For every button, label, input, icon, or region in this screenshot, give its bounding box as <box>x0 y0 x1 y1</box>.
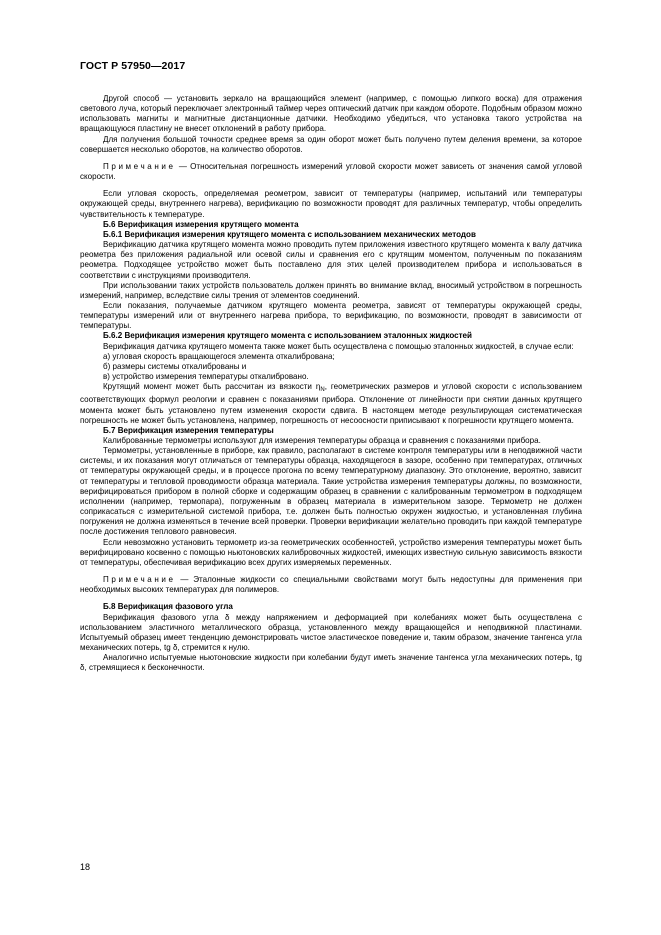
note-2 <box>80 575 582 595</box>
standard-header: ГОСТ Р 57950—2017 <box>80 60 186 72</box>
note-label: Примечание <box>103 161 176 171</box>
paragraph: Другой способ — установить зеркало на вращающийся элемент (например, с помощью липкого воска) для отражения светового луча, который переключает электронный таймер через оптический датчик при каждом обороте. Подобным образом можно использовать магниты и магнитные дистанционные датчики. Необходимо убедиться, что установка такого устройства на вращающуюся пластину не внесет отклонений в работу прибора. <box>80 94 582 134</box>
section-heading-b62: Б.6.2 Верификация измерения крутящего момента с использованием эталонных жидкостей <box>103 331 472 341</box>
section-heading-b6: Б.6 Верификация измерения крутящего момента <box>103 219 299 229</box>
section-heading-b7: Б.7 Верификация измерения температуры <box>103 425 274 435</box>
paragraph: Калиброванные термометры используют для измерения температуры образца и сравнения с показаниями прибора. <box>103 436 541 445</box>
delta-symbol: δ <box>224 612 230 622</box>
section-heading-b61: Б.6.1 Верификация измерения крутящего момента с использованием механических методов <box>103 229 476 239</box>
note-text: — Эталонные жидкости со специальными свойствами могут быть недоступны для применения при необходимых высоких температурах для полимеров. <box>80 575 582 595</box>
note-label: Примечание <box>103 575 176 585</box>
paragraph-phase-angle: Верификация фазового угла δ между напряжением и деформацией при колебаниях может быть осуществлена с использованием эластичного металлического образца, установленного между вращающейся и неподвижной пластинами. Испытуемый образец имеет тенденцию демонстрировать чистое эластическое поведение и, таким образом, значение тангенса угла механических потерь, tg δ, стремится к нулю. <box>80 612 582 652</box>
list-item: в) устройство измерения температуры откалибровано. <box>103 372 309 382</box>
delta-symbol: δ <box>172 642 178 652</box>
paragraph: Если показания, получаемые датчиком крутящего момента реометра, зависят от температуры окружающей среды, температуры измерений или от внутреннего нагрева прибора, то верификацию, по возможности, проводят в зависимости от температуры. <box>80 300 582 331</box>
document-body <box>80 94 582 673</box>
paragraph: Если угловая скорость, определяемая реометром, зависит от температуры (например, испытаний или температуры окружающей среды, внутреннего нагрева), верификацию по возможности проводят для различных температур, чтобы определить чувствительность к температуре. <box>80 189 582 219</box>
delta-symbol: δ <box>80 663 85 673</box>
paragraph-newtonian: Аналогично испытуемые ньютоновские жидкости при колебании будут иметь значение тангенса угла механических потерь, tg δ, стремящиеся к бесконечности. <box>80 653 582 673</box>
list-item: б) размеры системы откалиброваны и <box>103 361 247 371</box>
list-item: а) угловая скорость вращающегося элемента откалиброванa; <box>103 351 335 361</box>
note-text: — Относительная погрешность измерений угловой скорости может зависеть от значения самой угловой скорости. <box>80 161 582 182</box>
page-number: 18 <box>80 862 91 872</box>
paragraph: Для получения большой точности среднее время за один оборот может быть получено путем деления времени, за которое совершается несколько оборотов, на количество оборотов. <box>80 134 582 154</box>
paragraph: Термометры, установленные в приборе, как правило, располагают в системе контроля температуры или в неподвижной части системы, и их показания могут отличаться от температуры образца, находящегося в зазоре, особенно при температурах, отличных от температуры окружающей среды, и в процессе прогона по всему температурному диапазону. Это отклонение, вероятно, зависит от температуры и тепловой проводимости образца материала. Такие устройства измерения температуры должны, по возможности, верифицироваться прибором в полной сборке и содержащим образец в сравнении с калиброванным термометром в подходящем исполнении (например, термопара), погруженным в образец материала в измерительном зазоре. Термометр не должен соприкасаться с измерительной системой прибора, т.е. должен быть полностью окружен жидкостью, и установленная глубина погружения не должна изменяться в течение всей проверки. Проверки верификации желательно проводить при каждой температуре после достижения теплового равновесия. <box>80 446 582 537</box>
paragraph-viscosity: Крутящий момент может быть рассчитан из вязкости $\eta_N$, геометрических размеров и угловой скорости с использованием соответствующих формул реологии и сравнен с показаниями прибора. Отклонение от линейности при снятии данных крутящего момента может быть установлено путем изменения скорости сдвига. В настоящем методе результирующая систематическая погрешность не может быть установлена, например, погрешность от несоосности приписывают к погрешности крутящего момента. <box>80 382 582 425</box>
viscosity-subscript: N <box>320 387 325 394</box>
note-1 <box>80 162 582 182</box>
paragraph: При использовании таких устройств пользователь должен принять во внимание вклад, вносимый устройством в погрешность измерений, например, вследствие силы трения от элементов соединений. <box>80 280 582 300</box>
viscosity-symbol: η <box>315 382 321 392</box>
paragraph: Верификацию датчика крутящего момента можно проводить путем приложения известного крутящего момента к валу датчика реометра без приложения радиальной или осевой силы и сравнения его с крутящим моментом, полученным по показаниям реометра. Подходящее устройство может быть поставлено для этих целей производителем прибора и использоваться в соответствии с инструкциями производителя. <box>80 240 582 280</box>
paragraph: Если невозможно установить термометр из-за геометрических особенностей, устройство измерения температуры может быть верифицировано косвенно с помощью ньютоновских калибровочных жидкостей, имеющих известную сильную зависимость вязкости от температуры, обеспечивая верификацию всех других измеряемых переменных. <box>80 537 582 567</box>
paragraph: Верификация датчика крутящего момента также может быть осуществлена с помощью эталонных жидкостей, в случае если: <box>103 341 574 351</box>
section-heading-b8: Б.8 Верификация фазового угла <box>103 602 233 612</box>
